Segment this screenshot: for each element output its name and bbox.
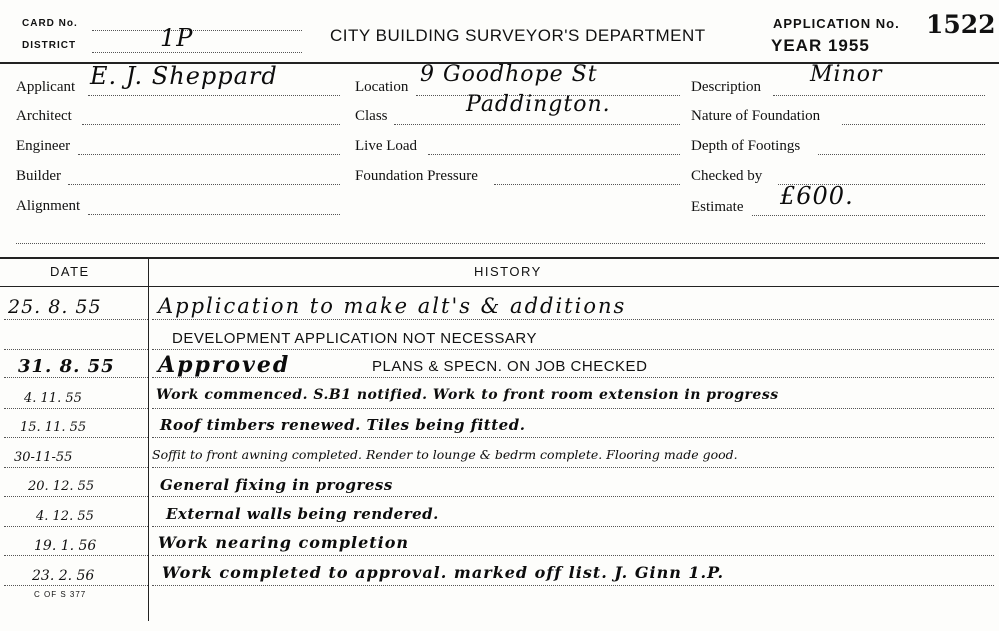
architect-line [82, 124, 340, 125]
estimate-label: Estimate [691, 199, 744, 215]
history-top-rule [0, 257, 999, 259]
row-line [152, 408, 994, 409]
applicant-line [88, 95, 340, 96]
row-line [152, 585, 994, 586]
row-7-text: General fixing in progress [160, 476, 393, 494]
estimate-value: £600. [780, 182, 854, 210]
row-1-date: 25. 8. 55 [8, 296, 102, 318]
row-line [4, 349, 148, 350]
alignment-line [88, 214, 340, 215]
row-8-text: External walls being rendered. [166, 505, 439, 523]
row-3-text: Approved [158, 352, 291, 378]
nature-of-foundation-line [842, 124, 985, 125]
location-value: 9 Goodhope St [420, 62, 598, 87]
live-load-label: Live Load [355, 138, 418, 154]
blank-line [16, 243, 985, 244]
class-line [394, 124, 680, 125]
row-line [4, 496, 148, 497]
description-line [773, 95, 985, 96]
application-no-label: APPLICATION No. [773, 16, 900, 31]
class-label: Class [355, 108, 388, 124]
alignment-label: Alignment [16, 198, 81, 214]
engineer-line [78, 154, 340, 155]
row-6-date: 30-11-55 [14, 450, 73, 465]
row-line [4, 585, 148, 586]
builder-label: Builder [16, 168, 61, 184]
row-5-date: 15. 11. 55 [20, 420, 87, 435]
row-1-text: Application to make alt's & additions [158, 294, 627, 318]
foundation-pressure-line [494, 184, 680, 185]
location-label: Location [355, 79, 409, 95]
row-7-date: 20. 12. 55 [28, 479, 95, 494]
description-label: Description [691, 79, 761, 95]
applicant-label: Applicant [16, 79, 76, 95]
row-line [152, 467, 994, 468]
row-line [152, 526, 994, 527]
application-no-value: 1522 [926, 10, 996, 39]
district-line [92, 52, 302, 53]
builder-line [68, 184, 340, 185]
form-code: C OF S 377 [34, 590, 87, 599]
row-line [4, 319, 148, 320]
row-8-date: 4. 12. 55 [36, 509, 94, 524]
row-3-typed: PLANS & SPECN. ON JOB CHECKED [372, 358, 648, 375]
row-10-text: Work completed to approval. marked off list. J. Ginn 1.P. [162, 563, 725, 582]
live-load-line [428, 154, 680, 155]
district-value: 1P [160, 24, 194, 52]
row-5-text: Roof timbers renewed. Tiles being fitted. [160, 416, 526, 434]
row-line [152, 496, 994, 497]
department-title: CITY BUILDING SURVEYOR'S DEPARTMENT [330, 26, 706, 45]
row-line [152, 437, 994, 438]
location-value-suburb: Paddington. [466, 92, 611, 117]
row-line [4, 555, 148, 556]
row-line [4, 526, 148, 527]
row-9-text: Work nearing completion [158, 533, 410, 552]
row-line [4, 437, 148, 438]
row-9-date: 19. 1. 56 [34, 538, 97, 554]
architect-label: Architect [16, 108, 72, 124]
year-label: YEAR 1955 [771, 36, 870, 55]
row-line [152, 555, 994, 556]
row-line [152, 349, 994, 350]
depth-of-footings-line [818, 154, 985, 155]
engineer-label: Engineer [16, 138, 71, 154]
history-header-rule [0, 286, 999, 287]
row-line [4, 377, 148, 378]
row-line [4, 467, 148, 468]
applicant-value: E. J. Sheppard [90, 62, 278, 90]
nature-of-foundation-label: Nature of Foundation [691, 108, 821, 124]
estimate-line [752, 215, 985, 216]
card-no-label: CARD No. [22, 18, 78, 29]
row-line [4, 408, 148, 409]
depth-of-footings-label: Depth of Footings [691, 138, 801, 154]
row-3-date: 31. 8. 55 [18, 356, 115, 377]
district-label: DISTRICT [22, 40, 77, 51]
history-column-header: HISTORY [474, 264, 542, 279]
foundation-pressure-label: Foundation Pressure [355, 168, 478, 184]
card-no-line [92, 30, 302, 31]
row-6-text: Soffit to front awning completed. Render to lounge & bedrm complete. Flooring made good. [152, 447, 738, 462]
checked-by-label: Checked by [691, 168, 763, 184]
date-column-header: DATE [50, 264, 90, 279]
row-2-typed: DEVELOPMENT APPLICATION NOT NECESSARY [172, 330, 537, 347]
description-value: Minor [810, 62, 883, 87]
row-line [152, 319, 994, 320]
row-4-date: 4. 11. 55 [24, 391, 82, 406]
row-4-text: Work commenced. S.B1 notified. Work to front room extension in progress [156, 387, 779, 403]
date-column-divider [148, 257, 149, 621]
row-10-date: 23. 2. 56 [32, 568, 95, 584]
